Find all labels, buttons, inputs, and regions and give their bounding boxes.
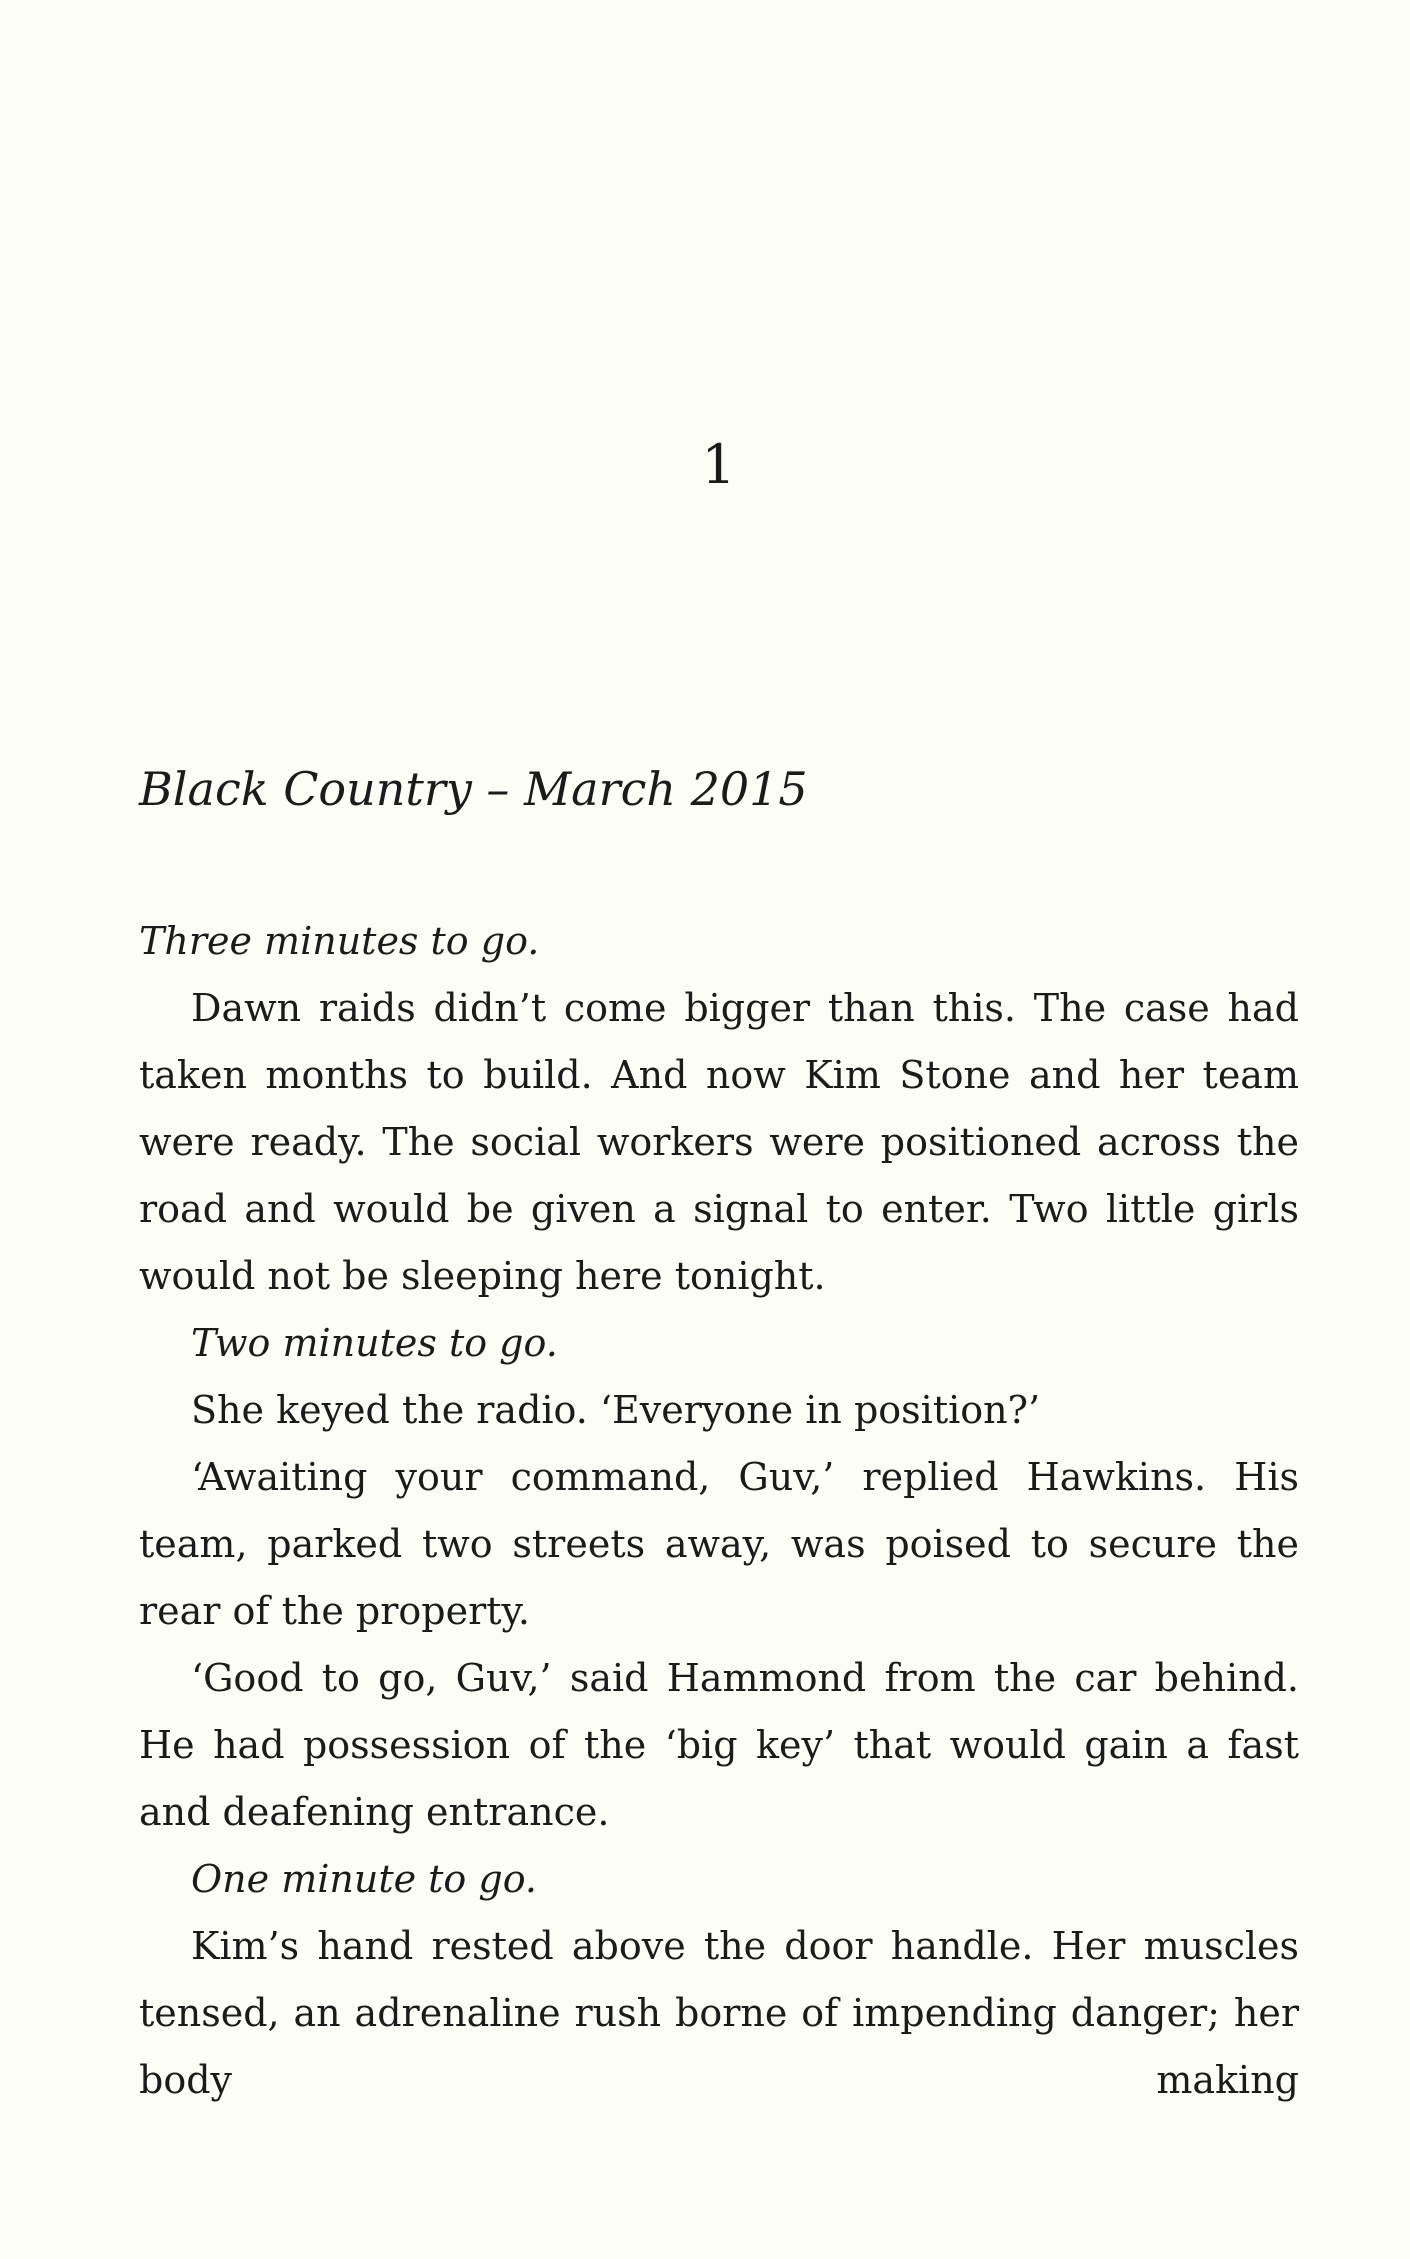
paragraph: ‘Awaiting your command, Guv,’ replied Hawkins. His team, parked two streets away, was poised to secure the rear of the property. (139, 1455, 1299, 1633)
paragraph: ‘Good to go, Guv,’ said Hammond from the car behind. He had possession of the ‘big key’ that would gain a fast and deafening entrance. (139, 1656, 1299, 1834)
paragraph: Dawn raids didn’t come bigger than this. The case had taken months to build. And now Kim Stone and her team were ready. The social workers were positioned across the road and would be given a signal to enter. Two little girls would not be sleeping here tonight. (139, 986, 1299, 1298)
paragraph: One minute to go. (191, 1857, 538, 1901)
paragraph: Two minutes to go. (191, 1321, 558, 1365)
paragraph: Kim’s hand rested above the door handle. Her muscles tensed, an adrenaline rush borne of impending danger; her body making (139, 1924, 1299, 2102)
chapter-location-heading: Black Country – March 2015 (139, 762, 808, 816)
paragraph: She keyed the radio. ‘Everyone in position?’ (191, 1388, 1041, 1432)
chapter-body (139, 908, 1299, 2114)
chapter-number: 1 (701, 433, 736, 496)
paragraph: Three minutes to go. (139, 919, 540, 963)
